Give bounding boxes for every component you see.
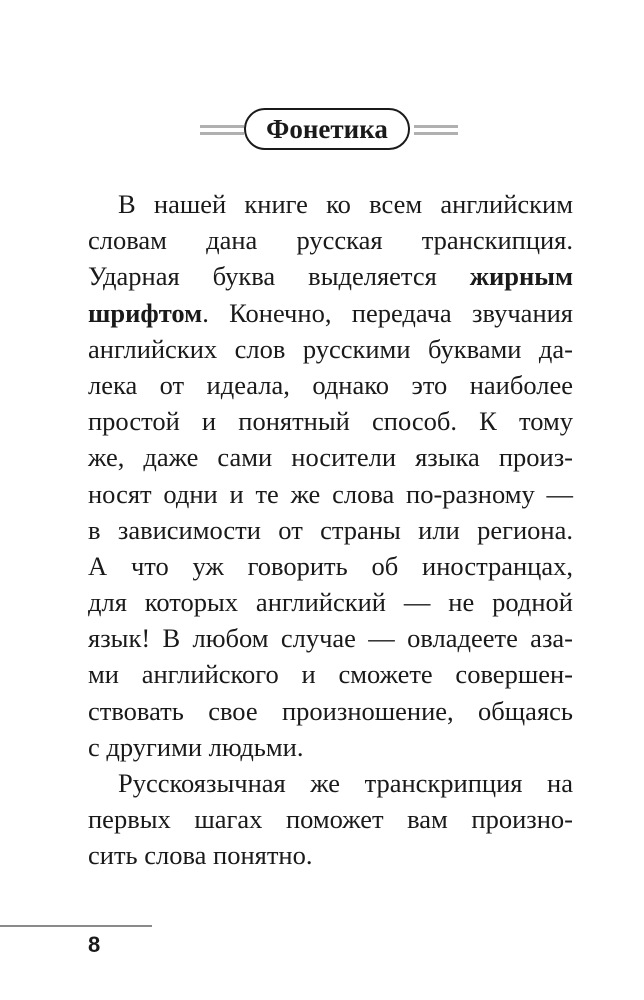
text-fragment: Ударная буква выделяется <box>88 261 470 292</box>
text-line: ми английского и сможете совершен- <box>88 659 573 690</box>
text-fragment: . Конечно, передача звучания <box>202 297 573 328</box>
text-line: словам дана русская транскипция. <box>88 225 573 256</box>
decorative-rule-left <box>200 123 244 137</box>
text-line: для которых английский — не родной <box>88 587 573 618</box>
text-line: английских слов русскими буквами да- <box>88 333 573 364</box>
text-line: язык! В любом случае — овладеете аза- <box>88 623 573 654</box>
page-number: 8 <box>88 932 101 957</box>
decorative-rule-right <box>414 123 458 137</box>
text-line <box>88 258 573 294</box>
bold-emphasis: жирным <box>469 261 573 292</box>
text-line: лека от идеала, однако это наиболее <box>88 369 573 400</box>
paragraph-2 <box>88 765 573 874</box>
text-line: носят одни и те же слова по-разному — <box>88 478 573 509</box>
section-title: Фонетика <box>266 113 388 144</box>
text-line: сить слова понятно. <box>88 840 313 871</box>
text-line: же, даже сами носители языка произ- <box>88 442 573 473</box>
body-text <box>88 186 573 874</box>
text-line <box>88 295 573 331</box>
text-line: в зависимости от страны или региона. <box>88 514 573 545</box>
footer-rule <box>0 925 152 927</box>
section-title-frame <box>244 108 410 150</box>
text-line: первых шагах поможет вам произно- <box>88 804 573 835</box>
text-line: А что уж говорить об иностранцах, <box>88 550 573 581</box>
text-line: простой и понятный способ. К тому <box>88 406 573 437</box>
text-line: с другими людьми. <box>88 731 304 762</box>
paragraph-1 <box>88 186 573 765</box>
section-header <box>0 108 644 154</box>
bold-emphasis: шрифтом <box>88 297 203 328</box>
text-line: Русскоязычная же транскрипция на <box>118 768 573 798</box>
text-line: В нашей книге ко всем английским <box>118 189 573 219</box>
text-line: ствовать свое произношение, общаясь <box>88 695 573 726</box>
